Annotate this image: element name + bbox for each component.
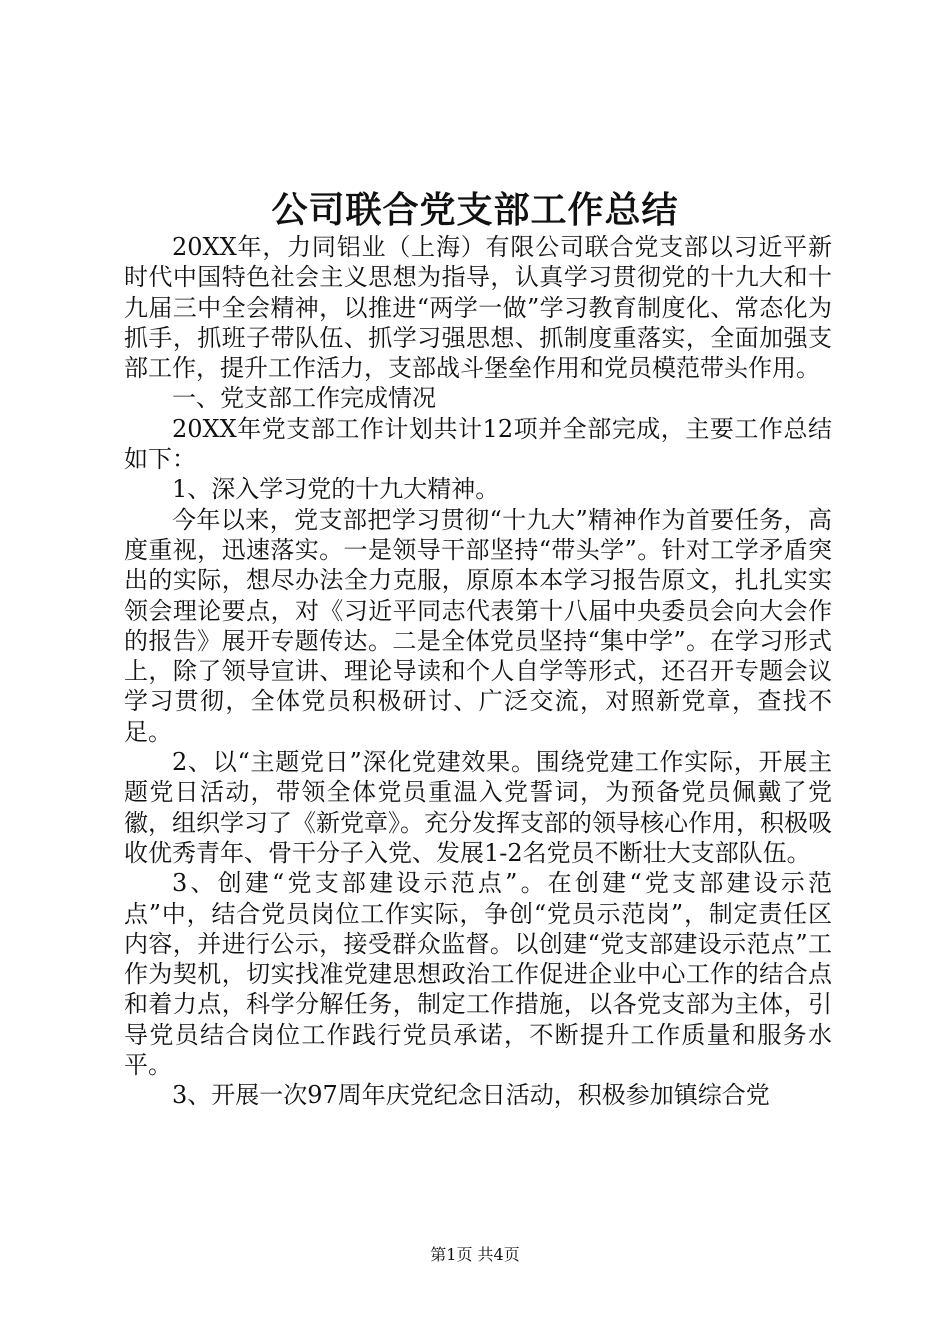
paragraph-item-2: 2、以“主题党日”深化党建效果。围绕党建工作实际，开展主题党日活动，带领全体党员重温入党誓词，为预备党员佩戴了党徽，组织学习了《新党章》。充分发挥支部的领导核心作用，积极吸收优秀青年、骨干分子入党、发展1-2名党员不断壮大支部队伍。 — [124, 748, 832, 867]
paragraph-intro: 20XX年，力同铝业（上海）有限公司联合党支部以习近平新时代中国特色社会主义思想为指导，认真学习贯彻党的十九大和十九届三中全会精神，以推进“两学一做”学习教育制度化、常态化为抓手，抓班子带队伍、抓学习强思想、抓制度重落实，全面加强支部工作，提升工作活力，支部战斗堡垒作用和党员模范带头作用。 — [124, 233, 832, 383]
document-body — [124, 232, 832, 1111]
paragraph-item-1: 今年以来，党支部把学习贯彻“十九大”精神作为首要任务，高度重视，迅速落实。一是领导干部坚持“带头学”。针对工学矛盾突出的实际，想尽办法全力克服，原原本本学习报告原文，扎扎实实领会理论要点，对《习近平同志代表第十八届中央委员会向大会作的报告》展开专题传达。二是全体党员坚持“集中学”。在学习形式上，除了领导宣讲、理论导读和个人自学等形式，还召开专题会议学习贯彻，全体党员积极研讨、广泛交流，对照新党章，查找不足。 — [124, 505, 832, 746]
paragraph-item-3: 3、创建“党支部建设示范点”。在创建“党支部建设示范点”中，结合党员岗位工作实际，争创“党员示范岗”，制定责任区内容，并进行公示，接受群众监督。以创建“党支部建设示范点”工作为契机，切实找准党建思想政治工作促进企业中心工作的结合点和着力点，科学分解任务，制定工作措施，以各党支部为主体，引导党员结合岗位工作践行党员承诺，不断提升工作质量和服务水平。 — [124, 869, 832, 1080]
section-heading-1: 一、党支部工作完成情况 — [172, 384, 436, 413]
document-title: 公司联合党支部工作总结 — [271, 189, 679, 231]
paragraph-item-3b: 3、开展一次97周年庆党纪念日活动，积极参加镇综合党 — [172, 1081, 770, 1110]
paragraph-summary: 20XX年党支部工作计划共计12项并全部完成，主要工作总结如下： — [124, 414, 832, 474]
item-heading-1: 1、深入学习党的十九大精神。 — [172, 475, 500, 504]
page-number-footer: 第1页 共4页 — [430, 1245, 520, 1264]
